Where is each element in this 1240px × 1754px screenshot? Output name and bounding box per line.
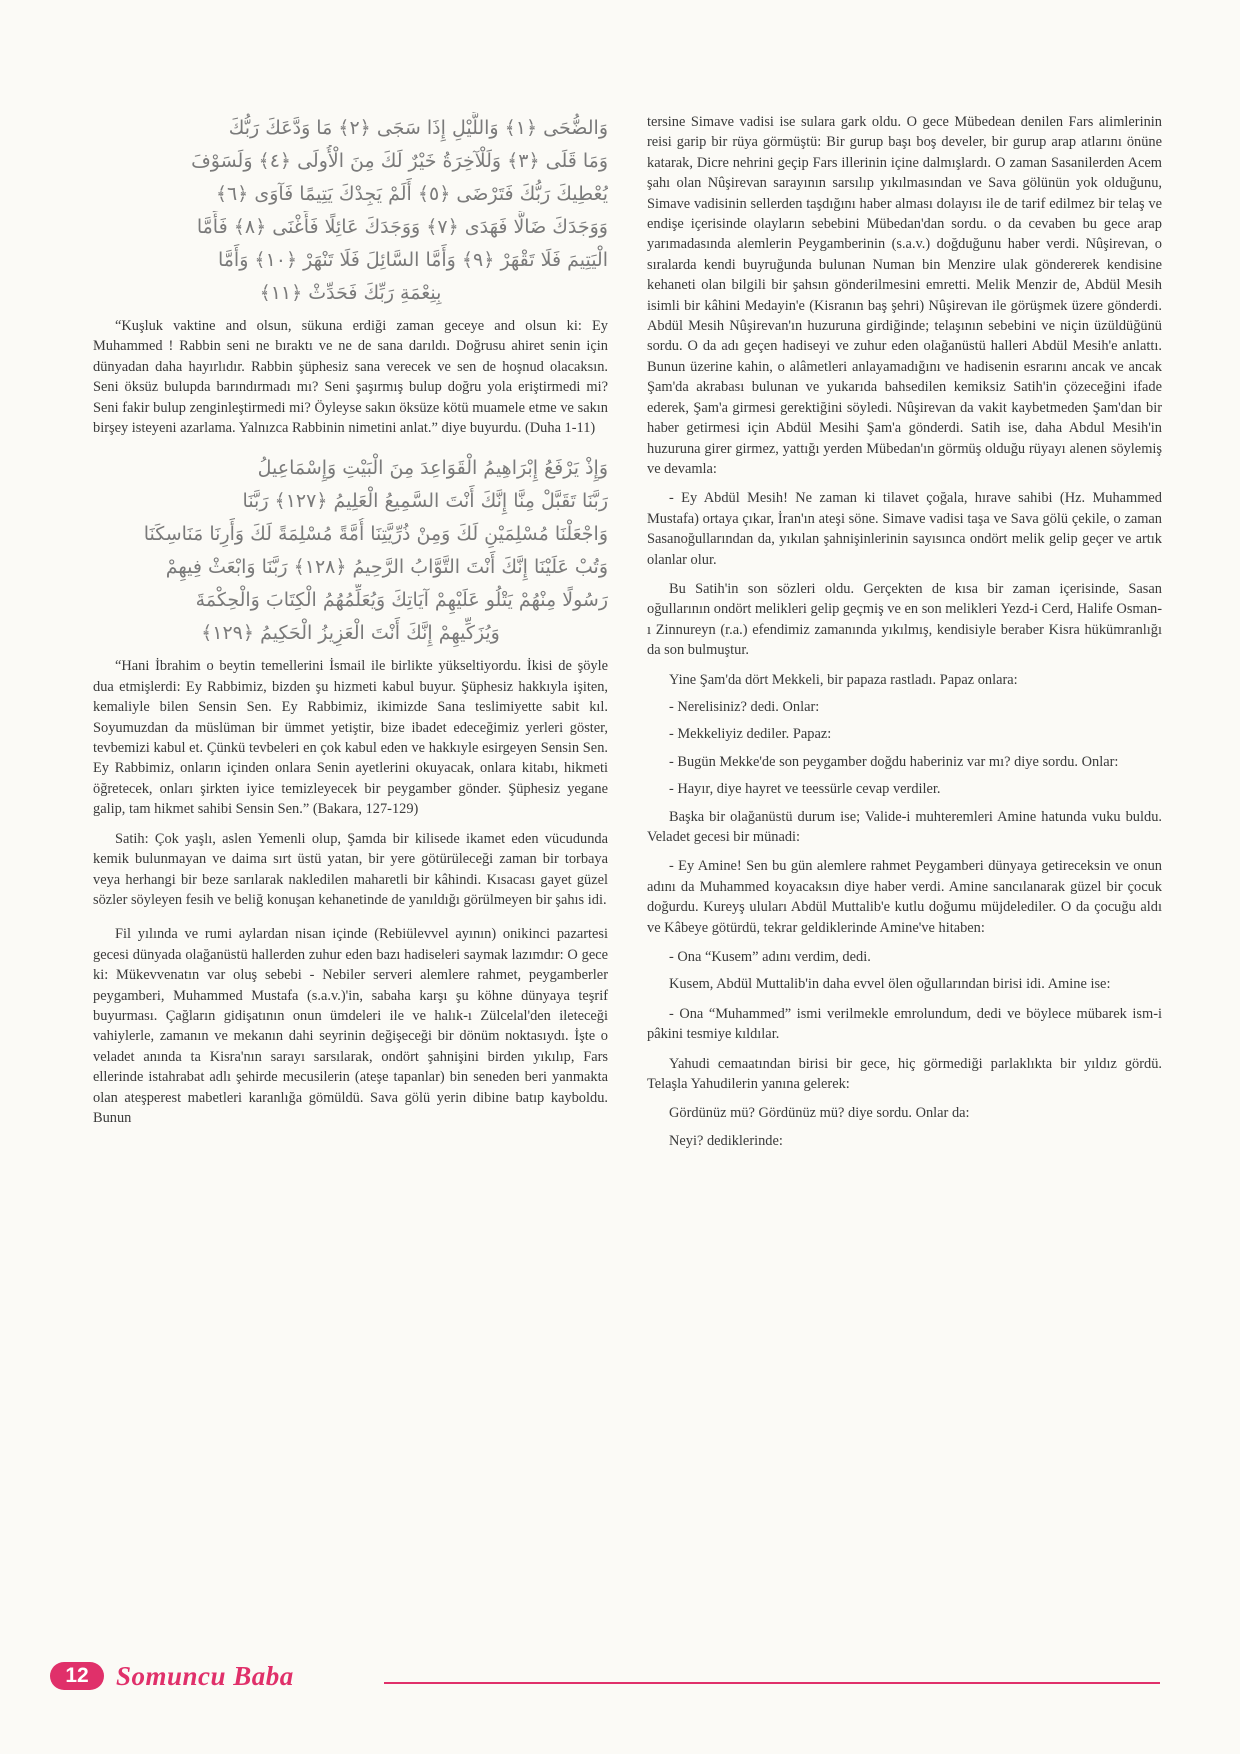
bakara-translation: “Hani İbrahim o beytin temellerini İsmail ile birlikte yükseltiyordu. İkisi de şöyle dua etmişlerdi: Ey Rabbimiz, bizden şu hizmeti kabul buyur. Şüphesiz hakkıyla işiten, kemaliyle bilen Sensin Sen. Ey Rabbimiz, ikimizde Sana teslimiyette sabit kıl. Soyumuzdan da müslüman bir ümmet yetiştir, bize ibadet edeceğimiz yerleri göster, tevbemizi kabul et. Çünkü tevbeleri en çok kabul eden ve hakkıyle esirgeyen Sensin Sen. Ey Rabbimiz, onların içinden onlara Senin ayetlerini okuyacak, onlara kitabı, hikmeti öğretecek, onları şirkten iyice temizleyecek bir peygamber gönder. Şüphesiz yegane galip, tam hikmet sahibi Sensin Sen.” (Bakara, 127-129)	[93, 658, 608, 818]
page-footer	[50, 1658, 1160, 1698]
arabic-line: وَتُبْ عَلَيْنَا إِنَّكَ أَنْتَ التَّوَّابُ الرَّحِيمُ ﴿١٢٨﴾ رَبَّنَا وَابْعَثْ فِيهِمْ	[165, 556, 608, 579]
dialogue-line: - Nerelisiniz? dedi. Onlar:	[669, 698, 820, 715]
paragraph: Yine Şam'da dört Mekkeli, bir papaza rastladı. Papaz onlara:	[669, 671, 1018, 688]
arabic-line: وَالضُّحَى ﴿١﴾ وَاللَّيْلِ إِذَا سَجَى ﴿٢﴾ مَا وَدَّعَكَ رَبُّكَ	[228, 117, 608, 139]
paragraph: - Ey Abdül Mesih! Ne zaman ki tilavet çoğala, hırave sahibi (Hz. Muhammed Mustafa) ortaya çıkar, İran'ın ateşi söne. Simave vadisi taşa ve Sava gölü çekile, o zaman Sasanoğullarından da, yıkılan şahnişinlerinin sayısınca ondört melik gelip geçer ve artık olanlar olur.	[647, 490, 1162, 568]
paragraph: Bu Satih'in son sözleri oldu. Gerçekten de kısa bir zaman içerisinde, Sasan oğullarının ondört melikleri gelip geçmiş ve en son melikleri Yezd-i Cerd, Halife Osman-ı Zinnureyn (r.a.) efendimiz zamanında yıkılmış, kendisiyle beraber Kisra hükümranlığı da son bulmuştur.	[647, 580, 1162, 659]
arabic-line: وَيُزَكِّيهِمْ إِنَّكَ أَنْتَ الْعَزِيزُ الْحَكِيمُ ﴿١٢٩﴾	[201, 622, 500, 645]
arabic-line: يُعْطِيكَ رَبُّكَ فَتَرْضَى ﴿٥﴾ أَلَمْ يَجِدْكَ يَتِيمًا فَآوَى ﴿٦﴾	[215, 183, 608, 205]
left-column	[93, 112, 608, 1137]
arabic-line: وَإِذْ يَرْفَعُ إِبْرَاهِيمُ الْقَوَاعِدَ مِنَ الْبَيْتِ وَإِسْمَاعِيلُ	[257, 457, 608, 480]
fil-paragraph: Fil yılında ve rumi aylardan nisan içinde (Rebiülevvel ayının) onikinci pazartesi gecesi dünyada olağanüstü hallerden zuhur eden bazı hadiseleri saymak lazımdır: O gece ki: Mükevvenatın var oluş sebebi - Nebiler serveri alemlere rahmet, peygamberler peygamberi, Muhammed Mustafa (s.a.v.)'in, sabaha karşı şu köhne dünyaya teşrif buyurması. Çağların gidişatının onun ümdeleri ile ve halık-ı Zülcelal'den ileteceği vahiylerle, zamanın ve mekanın dahi seyrinin değişeceği bir dönüm noktasıydı. İşte o veladet anında ta Kisra'nın sarayı sarsılarak, ondört şahnişini birden yıkılıp, Fars ellerinde istahrabat adlı şehirde mecusilerin (ateşe tapanlar) bin seneden beri yanmakta olan ateşperest mabetleri karanlığa gömüldü. Sava gölü yerin dibine batıp kayboldu. Bunun	[93, 926, 608, 1126]
dialogue-line: - Hayır, diye hayret ve teessürle cevap verdiler.	[669, 781, 941, 798]
page-number-badge: 12	[50, 1662, 104, 1690]
arabic-line: رَسُولًا مِنْهُمْ يَتْلُو عَلَيْهِمْ آيَاتِكَ وَيُعَلِّمُهُمُ الْكِتَابَ وَالْحِكْمَةَ	[195, 589, 608, 612]
footer-divider	[384, 1682, 1160, 1684]
arabic-line: وَوَجَدَكَ ضَالًّا فَهَدَى ﴿٧﴾ وَوَجَدَكَ عَائِلًا فَأَغْنَى ﴿٨﴾ فَأَمَّا	[196, 216, 608, 238]
dialogue-line: Gördünüz mü? Gördünüz mü? diye sordu. Onlar da:	[669, 1105, 970, 1122]
magazine-title: Somuncu Baba	[116, 1661, 294, 1691]
right-column	[647, 112, 1162, 1158]
paragraph: Yahudi cemaatından birisi bir gece, hiç görmediği parlaklıkta bir yıldız gördü. Telaşla Yahudilerin yanına gelerek:	[647, 1055, 1162, 1093]
arabic-verses-duha	[93, 112, 608, 310]
arabic-line: الْيَتِيمَ فَلَا تَقْهَرْ ﴿٩﴾ وَأَمَّا السَّائِلَ فَلَا تَنْهَرْ ﴿١٠﴾ وَأَمَّا	[217, 249, 608, 271]
paragraph: Başka bir olağanüstü durum ise; Valide-i muhteremleri Amine hatunda vuku buldu. Veladet gecesi bir münadi:	[647, 808, 1162, 845]
paragraph: - Ey Amine! Sen bu gün alemlere rahmet Peygamberi dünyaya getireceksin ve onun adını da Muhammed koyacaksın diye haber verdi. Amine sancılanarak güzel bir çocuk doğurdu. Kureyş uluları Abdül Muttalib'e kutlu doğumu müjdelediler. O da çocuğu aldı ve Kâbeye götürdü, tekrar geldiklerinde Amine've hitaben:	[647, 858, 1162, 936]
arabic-line: وَاجْعَلْنَا مُسْلِمَيْنِ لَكَ وَمِنْ ذُرِّيَّتِنَا أُمَّةً مُسْلِمَةً لَكَ وَأَرِنَا مَنَاسِكَنَا	[143, 523, 608, 546]
dialogue-line: - Ona “Kusem” adını verdim, dedi.	[669, 949, 871, 966]
dialogue-line: - Bugün Mekke'de son peygamber doğdu haberiniz var mı? diye sordu. Onlar:	[669, 753, 1119, 770]
dialogue-line: Neyi? dediklerinde:	[669, 1132, 783, 1149]
arabic-line: رَبَّنَا تَقَبَّلْ مِنَّا إِنَّكَ أَنْتَ السَّمِيعُ الْعَلِيمُ ﴿١٢٧﴾ رَبَّنَا	[242, 490, 608, 513]
paragraph: Kusem, Abdül Muttalib'in daha evvel ölen oğullarından birisi idi. Amine ise:	[669, 976, 1111, 993]
arabic-line: بِنِعْمَةِ رَبِّكَ فَحَدِّثْ ﴿١١﴾	[259, 282, 442, 304]
arabic-verses-bakara	[93, 452, 608, 650]
arabic-line: وَمَا قَلَى ﴿٣﴾ وَلَلْآخِرَةُ خَيْرٌ لَكَ مِنَ الْأُولَى ﴿٤﴾ وَلَسَوْفَ	[191, 150, 608, 172]
satih-paragraph: Satih: Çok yaşlı, aslen Yemenli olup, Şamda bir kilisede ikamet eden vücudunda kemik bulunmayan ve daima sırt üstü yatan, bir yere götürüleceği zaman bir torbaya veya herhangi bir beze sarılarak nakledilen maharetli bir kâhindi. Kısacası gayet güzel sözler söyleyen fesih ve beliğ konuşan kehanetinde de yanıldığı görülmeyen bir şahıs idi.	[93, 830, 608, 908]
dialogue-line: - Mekkeliyiz dediler. Papaz:	[669, 726, 832, 743]
duha-translation: “Kuşluk vaktine and olsun, sükuna erdiği zaman geceye and olsun ki: Ey Muhammed ! Rabbin seni ne bıraktı ve ne de sana darıldı. Doğrusu ahiret senin için dünyadan daha hayırlıdır. Rabbin şüphesiz sana verecek ve sen de hoşnud olacaksın. Seni öksüz bulupda barındırmadı mı? Seni şaşırmış bulup doğru yola eriştirmedi mi? Seni fakir bulup zenginleştirmedi mi? Öyleyse sakın öksüze kötü muamele etme ve sakın birşey isteyeni azarlama. Yalnızca Rabbinin nimetini anlat.” diye buyurdu. (Duha 1-11)	[93, 318, 608, 437]
paragraph: tersine Simave vadisi ise sulara gark oldu. O gece Mübedean denilen Fars alimlerinin reisi garip bir rüya görmüştü: Bir gurup başı boş develer, bir gurup arap atlarını önüne katarak, Dicre nehrini geçip Fars illerinin içine dalmışlardı. O zaman Sasanilerden Acem şahı olan Nûşirevan sarayının sarsılıp yıkılmasından ve Sava gölünün yok olduğunu, Simave vadisinin sellerden taşdığını haber alması dolayısı ile de tarif edilmez bir telaş ve endişe içerisinde olayların sebebini Mübedan'dan sordu. o da cevaben bu gece arap yarımadasında alemlerin Peygamberinin (s.a.v.) doğduğunu haber verdi. Nûşirevan, o sıralarda kendi buyruğunda bulunan Numan bin Menzire ulak göndererek kendisine kehaneti olan bilgili bir şahsın gönderilmesini emretti. Melik Menzir de, Abdül Mesih isimli bir kâhini Medayin'e (Kisranın baş şehri) Nûşirevan ile görüşmek üzere gönderdi. Abdül Mesih Nûşirevan'ın huzuruna girdiğinde; telaşının sebebini ve niçin üzüldüğünü sordu. O da adı geçen hadiseyi ve zuhur eden olağanüstü halleri Abdül Mesih'e anlattı. Bunun üzerine kahin, o alâmetleri anlayamadığını ve hadisenin esrarını ancak ve ancak Şam'da akrabası bulunan ve yukarıda bahsedilen kemiksiz Satih'in çözeceğini ifade ederek, Şam'a girmesi gerektiğini söyledi. Nûşirevan da vakit kaybetmeden Şam'dan bir haber getirmesi için Abdül Mesihi Şam'a gönderdi. Satih ise, daha Abdul Mesih'in huzuruna girer girmez, yattığı yerden Mübedan'ın görmüş olduğu rüyayı alenen söylemiş ve devamla:	[647, 114, 1162, 477]
paragraph: - Ona “Muhammed” ismi verilmekle emrolundum, dedi ve böylece mübarek ism-i pâkini tesmiye kıldılar.	[647, 1005, 1162, 1043]
